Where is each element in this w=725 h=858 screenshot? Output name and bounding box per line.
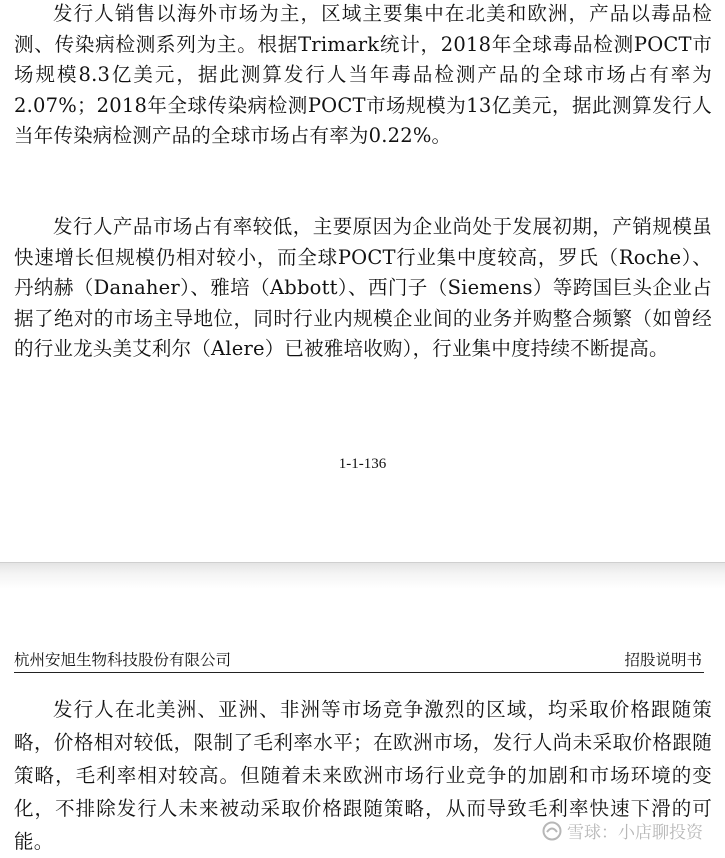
body-paragraph-low-share-reason: 发行人产品市场占有率较低，主要原因为企业尚处于发展初期，产销规模虽快速增长但规模仍相对较小，而全球POCT行业集中度较高，罗氏（Roche）、丹纳赫（Danaher）、雅培（Abbott）、西门子（Siemens）等跨国巨头企业占据了绝对的市场主导地位，同时行业内规模企业间的业务并购整合频繁（如曾经的行业龙头美艾利尔（Alere）已被雅培收购），行业集中度持续不断提高。 (14, 215, 712, 360)
header-document-title: 招股说明书 (624, 651, 702, 669)
watermark-text: 雪球：小店聊投资 (567, 823, 703, 843)
snowball-logo-icon (542, 821, 562, 846)
body-paragraph-pricing-strategy: 发行人在北美洲、亚洲、非洲等市场竞争激烈的区域，均采取价格跟随策略，价格相对较低，限制了毛利率水平；在欧洲市场，发行人尚未采取价格跟随策略，毛利率相对较高。但随着未来欧洲市场行业竞争的加剧和市场环境的变化，不排除发行人未来被动采取价格跟随策略，从而导致毛利率快速下滑的可能。 (14, 698, 712, 853)
page-number: 1-1-136 (338, 456, 387, 472)
body-paragraph-market-share: 发行人销售以海外市场为主，区域主要集中在北美和欧洲，产品以毒品检测、传染病检测系列为主。根据Trimark统计，2018年全球毒品检测POCT市场规模8.3亿美元，据此测算发行人当年毒品检测产品的全球市场占有率为2.07%；2018年全球传染病检测POCT市场规模为13亿美元，据此测算发行人当年传染病检测产品的全球市场占有率为0.22%。 (14, 2, 712, 147)
page-header (14, 648, 704, 673)
header-company-name: 杭州安旭生物科技股份有限公司 (14, 651, 232, 669)
page-separator (0, 562, 725, 589)
watermark (542, 818, 703, 846)
